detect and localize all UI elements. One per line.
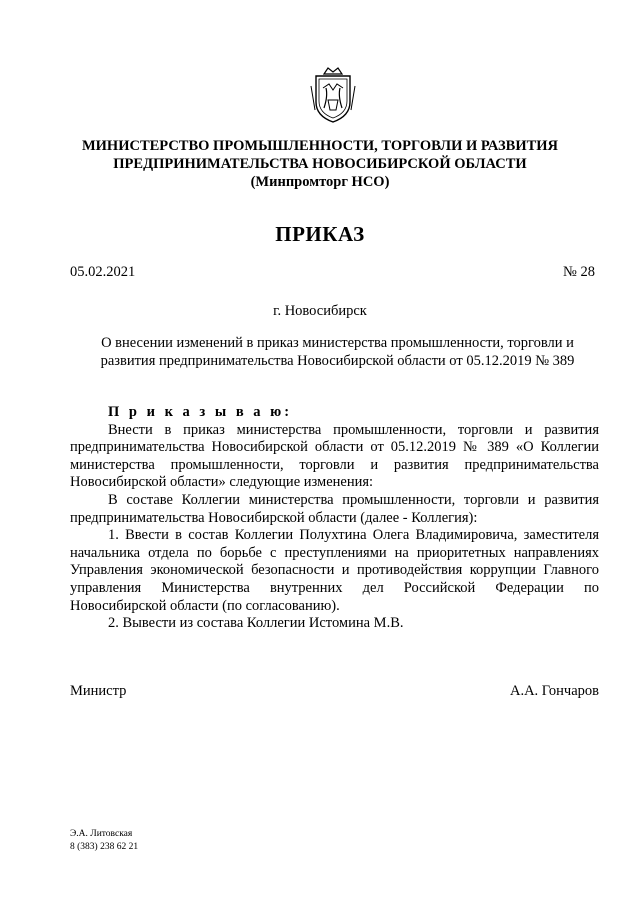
paragraph-2: В составе Коллегии министерства промышленности, торговли и развития предпринимательства Новосибирской области (далее - Коллегия): bbox=[70, 491, 599, 526]
document-subject bbox=[75, 334, 600, 370]
contact-phone: 8 (383) 238 62 21 bbox=[70, 842, 139, 852]
signer-name: А.А. Гончаров bbox=[509, 683, 599, 699]
paragraph-4: 2. Вывести из состава Коллегии Истомина М.В. bbox=[108, 615, 404, 632]
orders-heading: П р и к а з ы в а ю: bbox=[108, 404, 293, 420]
organization-header bbox=[40, 137, 600, 191]
org-name-line2: ПРЕДПРИНИМАТЕЛЬСТВА НОВОСИБИРСКОЙ ОБЛАСТИ bbox=[113, 156, 527, 172]
paragraph-3: 1. Ввести в состав Коллегии Полухтина Олега Владимировича, заместителя начальника отдела по борьбе с преступлениями на приоритетных направлениях Управления экономической безопасности и противодействия коррупции Главного управления Министерства внутренних дел Российской Федерации по Новосибирской области (по согласованию). bbox=[70, 527, 599, 614]
document-city: г. Новосибирск bbox=[273, 303, 367, 319]
subject-line1: О внесении изменений в приказ министерства промышленности, торговли и bbox=[101, 335, 574, 351]
document-number: № 28 bbox=[563, 264, 595, 280]
org-name-line1: МИНИСТЕРСТВО ПРОМЫШЛЕННОСТИ, ТОРГОВЛИ И РАЗВИТИЯ bbox=[81, 138, 559, 154]
paragraph-1: Внести в приказ министерства промышленности, торговли и развития предпринимательства Новосибирской области от 05.12.2019 № 389 «О Коллегии министерства промышленности, торговли и развития предпринимательства Новосибирской области» следующие изменения: bbox=[70, 421, 599, 491]
contact-info bbox=[70, 828, 138, 854]
document-date: 05.02.2021 bbox=[70, 264, 136, 280]
subject-line2: развития предпринимательства Новосибирской области от 05.12.2019 № 389 bbox=[100, 353, 575, 369]
document-title: ПРИКАЗ bbox=[275, 222, 365, 246]
signer-position: Министр bbox=[70, 683, 127, 699]
coat-of-arms-icon bbox=[310, 66, 356, 124]
org-short-name: (Минпромторг НСО) bbox=[250, 174, 390, 190]
contact-name: Э.А. Литовская bbox=[70, 829, 133, 839]
document-body bbox=[70, 404, 599, 633]
